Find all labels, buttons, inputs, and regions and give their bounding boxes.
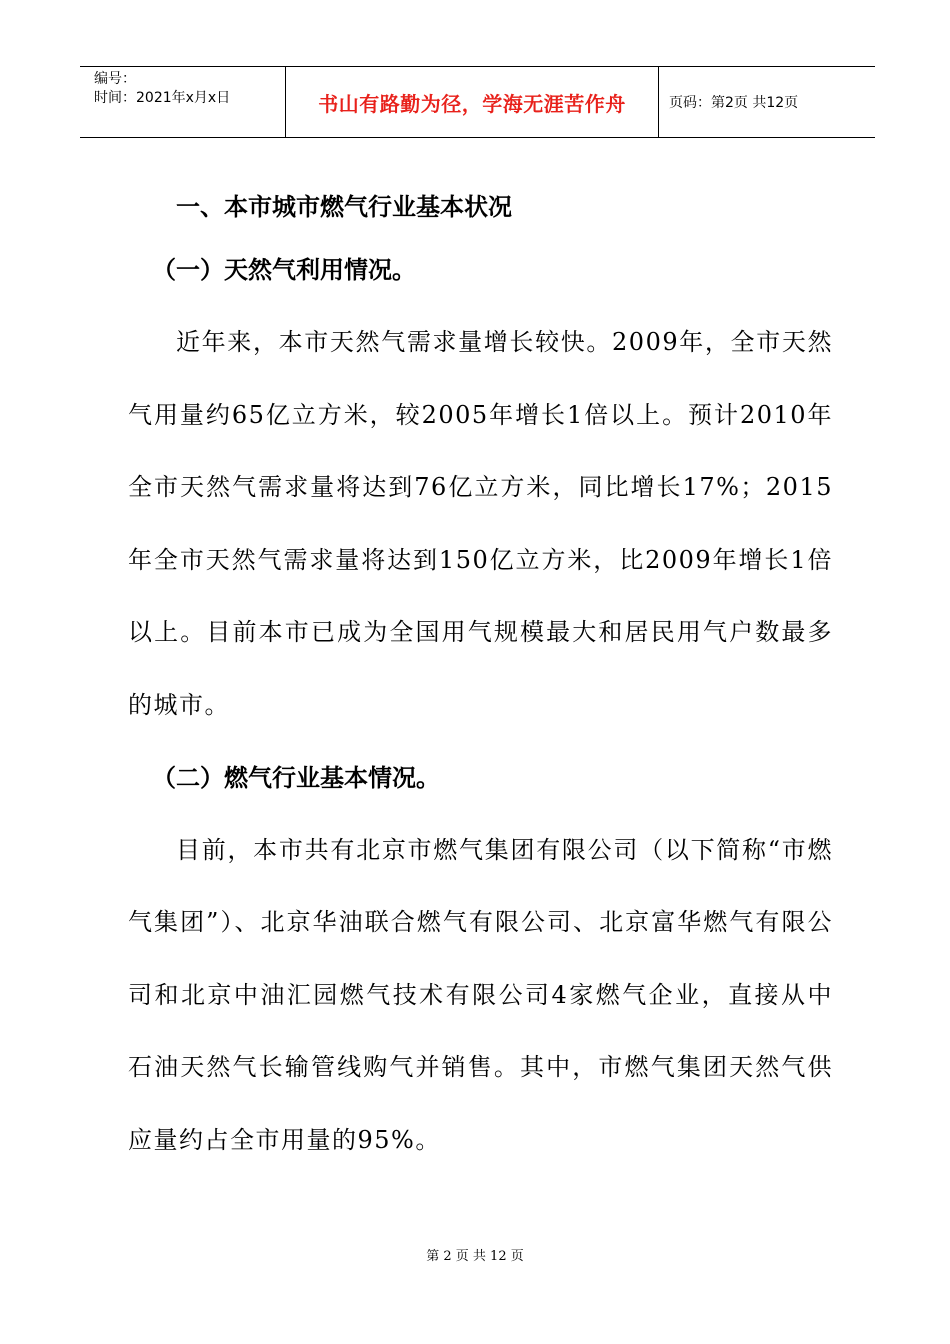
document-time-label: 时间：2021年x月x日 bbox=[94, 90, 231, 106]
subsection-heading-gas-usage: （一）天然气利用情况。 bbox=[152, 256, 416, 284]
subsection-heading-industry: （二）燃气行业基本情况。 bbox=[152, 763, 440, 792]
section-heading: 一、本市城市燃气行业基本状况 bbox=[176, 193, 512, 221]
page-header bbox=[80, 66, 875, 138]
header-page-info: 页码：第2页 共12页 bbox=[669, 95, 799, 111]
paragraph-industry: 目前，本市共有北京市燃气集团有限公司（以下简称“市燃气集团”）、北京华油联合燃气有限公司、北京富华燃气有限公司和北京中油汇园燃气技术有限公司4家燃气企业，直接从中石油天然气长输管线购气并销售。其中，市燃气集团天然气供应量约占全市用量的95%。 bbox=[128, 835, 833, 1154]
document-body bbox=[128, 180, 833, 1177]
document-number-label: 编号： bbox=[94, 71, 136, 87]
header-meta-cell bbox=[80, 67, 286, 137]
header-motto: 书山有路勤为径，学海无涯苦作舟 bbox=[286, 67, 659, 137]
paragraph-gas-usage: 近年来，本市天然气需求量增长较快。2009年，全市天然气用量约65亿立方米，较2005年增长1倍以上。预计2010年全市天然气需求量将达到76亿立方米，同比增长17%；2015年全市天然气需求量将达到150亿立方米，比2009年增长1倍以上。目前本市已成为全国用气规模最大和居民用气户数最多的城市。 bbox=[128, 328, 833, 719]
page-footer: 第 2 页 共 12 页 bbox=[426, 1249, 524, 1264]
